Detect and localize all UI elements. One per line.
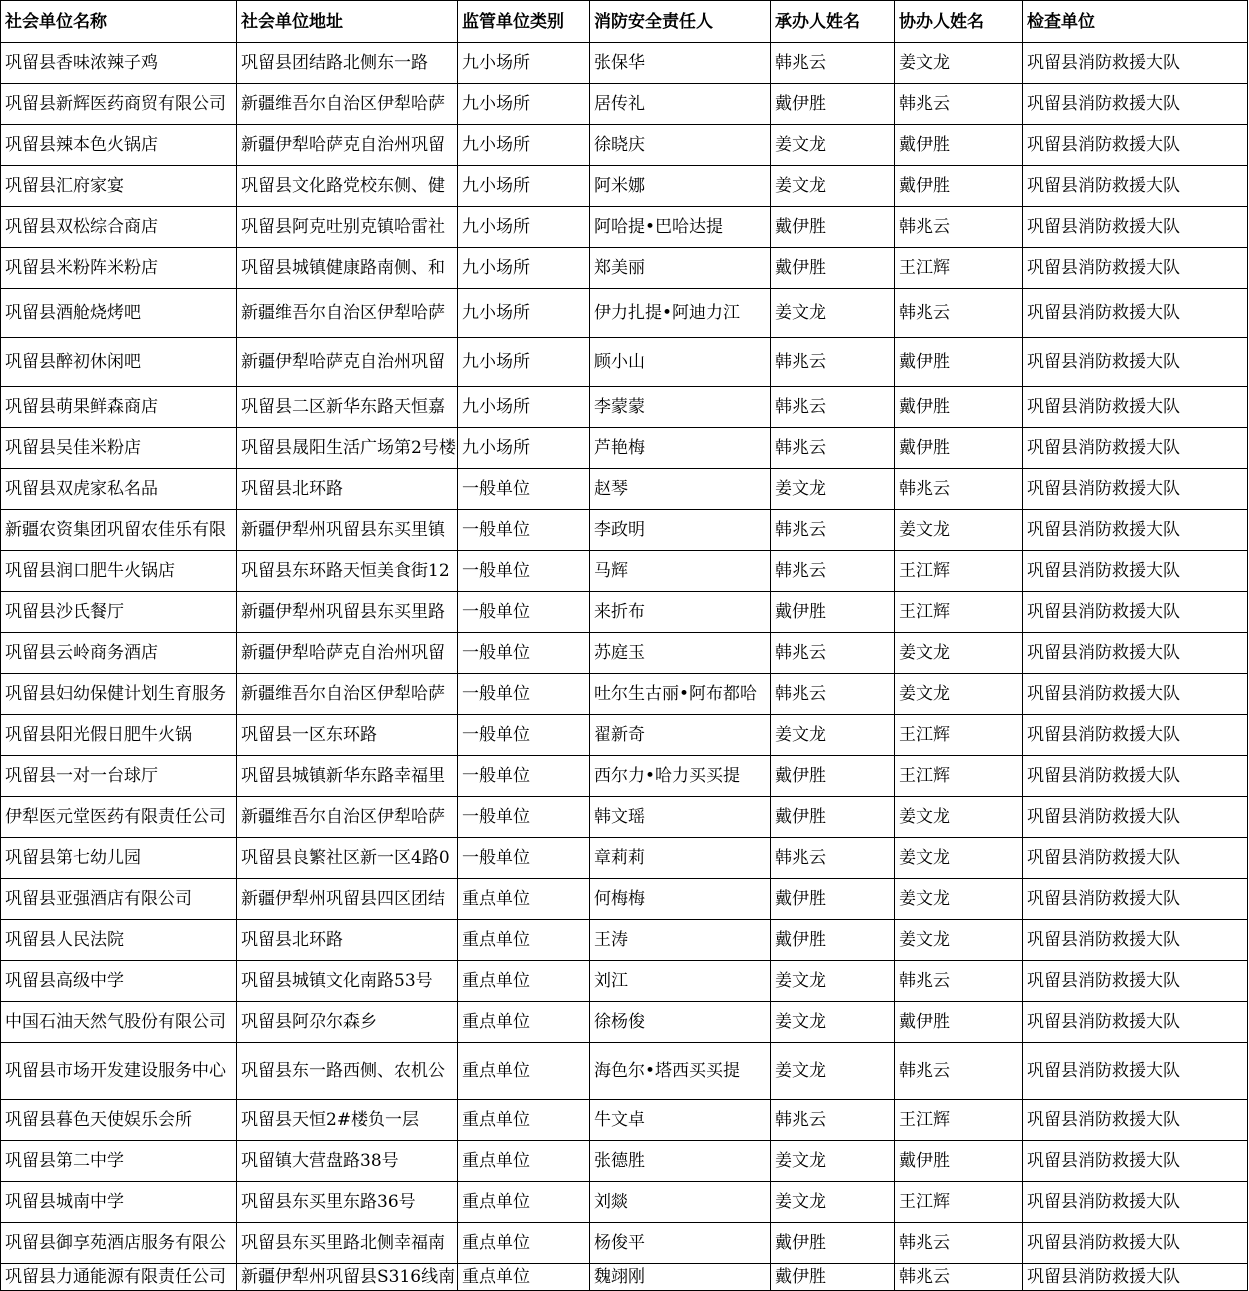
fire-officer-cell: 来折布	[590, 592, 771, 633]
header-inspection-unit: 检查单位	[1023, 1, 1248, 43]
unit-address-cell: 新疆伊犁哈萨克自治州巩留	[237, 338, 458, 387]
inspection-unit-cell: 巩留县消防救援大队	[1023, 428, 1248, 469]
handler-cell: 韩兆云	[771, 1100, 895, 1141]
handler-cell: 姜文龙	[771, 125, 895, 166]
inspection-unit-cell: 巩留县消防救援大队	[1023, 674, 1248, 715]
assistant-cell: 姜文龙	[895, 43, 1023, 84]
unit-address-cell: 巩留县东环路天恒美食街12	[237, 551, 458, 592]
table-row	[1, 248, 1248, 289]
handler-cell: 姜文龙	[771, 1141, 895, 1182]
unit-name-cell: 巩留县第七幼儿园	[1, 838, 237, 879]
fire-officer-cell: 王涛	[590, 920, 771, 961]
category-cell: 九小场所	[458, 248, 590, 289]
assistant-cell: 韩兆云	[895, 1264, 1023, 1291]
inspection-unit-cell: 巩留县消防救援大队	[1023, 1002, 1248, 1043]
fire-officer-cell: 刘江	[590, 961, 771, 1002]
fire-officer-cell: 海色尔•塔西买买提	[590, 1043, 771, 1100]
unit-name-cell: 巩留县力通能源有限责任公司	[1, 1264, 237, 1291]
unit-name-cell: 新疆农资集团巩留农佳乐有限	[1, 510, 237, 551]
fire-officer-cell: 张保华	[590, 43, 771, 84]
handler-cell: 姜文龙	[771, 1002, 895, 1043]
handler-cell: 姜文龙	[771, 289, 895, 338]
fire-officer-cell: 刘燚	[590, 1182, 771, 1223]
inspection-unit-cell: 巩留县消防救援大队	[1023, 592, 1248, 633]
assistant-cell: 姜文龙	[895, 510, 1023, 551]
header-handler-name: 承办人姓名	[771, 1, 895, 43]
fire-officer-cell: 居传礼	[590, 84, 771, 125]
handler-cell: 戴伊胜	[771, 1264, 895, 1291]
unit-name-cell: 巩留县人民法院	[1, 920, 237, 961]
inspection-unit-cell: 巩留县消防救援大队	[1023, 469, 1248, 510]
assistant-cell: 韩兆云	[895, 1223, 1023, 1264]
assistant-cell: 王江辉	[895, 715, 1023, 756]
category-cell: 重点单位	[458, 1223, 590, 1264]
assistant-cell: 王江辉	[895, 551, 1023, 592]
header-unit-address: 社会单位地址	[237, 1, 458, 43]
assistant-cell: 韩兆云	[895, 961, 1023, 1002]
handler-cell: 姜文龙	[771, 1043, 895, 1100]
category-cell: 重点单位	[458, 1141, 590, 1182]
table-row	[1, 797, 1248, 838]
handler-cell: 韩兆云	[771, 633, 895, 674]
handler-cell: 韩兆云	[771, 551, 895, 592]
table-row	[1, 84, 1248, 125]
fire-officer-cell: 翟新奇	[590, 715, 771, 756]
handler-cell: 姜文龙	[771, 961, 895, 1002]
inspection-unit-cell: 巩留县消防救援大队	[1023, 838, 1248, 879]
unit-name-cell: 巩留县亚强酒店有限公司	[1, 879, 237, 920]
assistant-cell: 戴伊胜	[895, 125, 1023, 166]
assistant-cell: 韩兆云	[895, 84, 1023, 125]
fire-officer-cell: 李蒙蒙	[590, 387, 771, 428]
category-cell: 九小场所	[458, 338, 590, 387]
fire-officer-cell: 韩文瑶	[590, 797, 771, 838]
assistant-cell: 戴伊胜	[895, 428, 1023, 469]
handler-cell: 韩兆云	[771, 387, 895, 428]
table-row	[1, 1223, 1248, 1264]
unit-name-cell: 巩留县双虎家私名品	[1, 469, 237, 510]
assistant-cell: 戴伊胜	[895, 166, 1023, 207]
assistant-cell: 王江辉	[895, 1182, 1023, 1223]
table-row	[1, 428, 1248, 469]
table-row	[1, 469, 1248, 510]
handler-cell: 姜文龙	[771, 166, 895, 207]
unit-address-cell: 新疆伊犁州巩留县东买里镇	[237, 510, 458, 551]
fire-officer-cell: 芦艳梅	[590, 428, 771, 469]
header-supervision-category: 监管单位类别	[458, 1, 590, 43]
assistant-cell: 韩兆云	[895, 1043, 1023, 1100]
table-row	[1, 551, 1248, 592]
inspection-unit-cell: 巩留县消防救援大队	[1023, 551, 1248, 592]
category-cell: 一般单位	[458, 551, 590, 592]
category-cell: 重点单位	[458, 961, 590, 1002]
unit-name-cell: 巩留县香味浓辣子鸡	[1, 43, 237, 84]
assistant-cell: 韩兆云	[895, 289, 1023, 338]
fire-officer-cell: 何梅梅	[590, 879, 771, 920]
inspection-unit-cell: 巩留县消防救援大队	[1023, 1141, 1248, 1182]
category-cell: 一般单位	[458, 510, 590, 551]
table-row	[1, 1043, 1248, 1100]
handler-cell: 戴伊胜	[771, 248, 895, 289]
handler-cell: 戴伊胜	[771, 797, 895, 838]
unit-name-cell: 巩留县沙氏餐厅	[1, 592, 237, 633]
fire-officer-cell: 阿哈提•巴哈达提	[590, 207, 771, 248]
unit-name-cell: 巩留县第二中学	[1, 1141, 237, 1182]
category-cell: 九小场所	[458, 289, 590, 338]
assistant-cell: 王江辉	[895, 1100, 1023, 1141]
category-cell: 重点单位	[458, 879, 590, 920]
table-row	[1, 1100, 1248, 1141]
category-cell: 重点单位	[458, 920, 590, 961]
inspection-unit-cell: 巩留县消防救援大队	[1023, 1182, 1248, 1223]
unit-name-cell: 巩留县一对一台球厅	[1, 756, 237, 797]
handler-cell: 姜文龙	[771, 1182, 895, 1223]
unit-address-cell: 新疆维吾尔自治区伊犁哈萨	[237, 84, 458, 125]
unit-name-cell: 巩留县城南中学	[1, 1182, 237, 1223]
handler-cell: 戴伊胜	[771, 84, 895, 125]
handler-cell: 韩兆云	[771, 43, 895, 84]
unit-name-cell: 巩留县醉初休闲吧	[1, 338, 237, 387]
unit-name-cell: 巩留县米粉阵米粉店	[1, 248, 237, 289]
assistant-cell: 姜文龙	[895, 797, 1023, 838]
category-cell: 九小场所	[458, 166, 590, 207]
inspection-unit-cell: 巩留县消防救援大队	[1023, 510, 1248, 551]
inspection-unit-cell: 巩留县消防救援大队	[1023, 756, 1248, 797]
inspection-unit-cell: 巩留县消防救援大队	[1023, 879, 1248, 920]
unit-name-cell: 巩留县吴佳米粉店	[1, 428, 237, 469]
table-row	[1, 338, 1248, 387]
category-cell: 重点单位	[458, 1264, 590, 1291]
inspection-unit-cell: 巩留县消防救援大队	[1023, 289, 1248, 338]
header-fire-safety-officer: 消防安全责任人	[590, 1, 771, 43]
inspection-unit-cell: 巩留县消防救援大队	[1023, 43, 1248, 84]
fire-officer-cell: 顾小山	[590, 338, 771, 387]
fire-officer-cell: 徐晓庆	[590, 125, 771, 166]
assistant-cell: 姜文龙	[895, 838, 1023, 879]
assistant-cell: 戴伊胜	[895, 1002, 1023, 1043]
category-cell: 一般单位	[458, 674, 590, 715]
category-cell: 九小场所	[458, 43, 590, 84]
category-cell: 重点单位	[458, 1043, 590, 1100]
table-row	[1, 838, 1248, 879]
inspection-unit-cell: 巩留县消防救援大队	[1023, 248, 1248, 289]
assistant-cell: 姜文龙	[895, 920, 1023, 961]
inspection-unit-cell: 巩留县消防救援大队	[1023, 338, 1248, 387]
inspection-unit-cell: 巩留县消防救援大队	[1023, 797, 1248, 838]
category-cell: 一般单位	[458, 797, 590, 838]
table-row	[1, 289, 1248, 338]
unit-address-cell: 巩留县阿尕尔森乡	[237, 1002, 458, 1043]
table-row	[1, 43, 1248, 84]
table-row	[1, 125, 1248, 166]
category-cell: 重点单位	[458, 1002, 590, 1043]
fire-officer-cell: 马辉	[590, 551, 771, 592]
unit-address-cell: 巩留县良繁社区新一区4路0	[237, 838, 458, 879]
fire-officer-cell: 章莉莉	[590, 838, 771, 879]
table-row	[1, 1141, 1248, 1182]
table-row	[1, 166, 1248, 207]
unit-address-cell: 巩留县团结路北侧东一路	[237, 43, 458, 84]
unit-address-cell: 巩留县阿克吐别克镇哈雷社	[237, 207, 458, 248]
unit-address-cell: 巩留县城镇文化南路53号	[237, 961, 458, 1002]
unit-name-cell: 巩留县润口肥牛火锅店	[1, 551, 237, 592]
inspection-unit-cell: 巩留县消防救援大队	[1023, 387, 1248, 428]
inspection-unit-cell: 巩留县消防救援大队	[1023, 1043, 1248, 1100]
fire-officer-cell: 阿米娜	[590, 166, 771, 207]
unit-address-cell: 巩留县城镇健康路南侧、和	[237, 248, 458, 289]
handler-cell: 姜文龙	[771, 715, 895, 756]
category-cell: 九小场所	[458, 125, 590, 166]
unit-address-cell: 新疆维吾尔自治区伊犁哈萨	[237, 674, 458, 715]
category-cell: 重点单位	[458, 1182, 590, 1223]
unit-name-cell: 巩留县双松综合商店	[1, 207, 237, 248]
unit-address-cell: 巩留县北环路	[237, 469, 458, 510]
category-cell: 一般单位	[458, 469, 590, 510]
table-row	[1, 879, 1248, 920]
unit-address-cell: 新疆伊犁州巩留县S316线南	[237, 1264, 458, 1291]
unit-name-cell: 巩留县辣本色火锅店	[1, 125, 237, 166]
assistant-cell: 戴伊胜	[895, 338, 1023, 387]
fire-officer-cell: 苏庭玉	[590, 633, 771, 674]
assistant-cell: 姜文龙	[895, 633, 1023, 674]
handler-cell: 姜文龙	[771, 469, 895, 510]
unit-name-cell: 巩留县妇幼保健计划生育服务	[1, 674, 237, 715]
handler-cell: 戴伊胜	[771, 207, 895, 248]
unit-address-cell: 巩留县一区东环路	[237, 715, 458, 756]
assistant-cell: 戴伊胜	[895, 1141, 1023, 1182]
fire-officer-cell: 徐杨俊	[590, 1002, 771, 1043]
category-cell: 一般单位	[458, 633, 590, 674]
inspection-unit-cell: 巩留县消防救援大队	[1023, 125, 1248, 166]
category-cell: 一般单位	[458, 838, 590, 879]
inspection-unit-cell: 巩留县消防救援大队	[1023, 1264, 1248, 1291]
category-cell: 一般单位	[458, 756, 590, 797]
assistant-cell: 韩兆云	[895, 469, 1023, 510]
category-cell: 九小场所	[458, 428, 590, 469]
unit-address-cell: 巩留县东一路西侧、农机公	[237, 1043, 458, 1100]
unit-address-cell: 巩留县北环路	[237, 920, 458, 961]
table-row	[1, 633, 1248, 674]
unit-name-cell: 巩留县酒舱烧烤吧	[1, 289, 237, 338]
handler-cell: 韩兆云	[771, 674, 895, 715]
inspection-unit-cell: 巩留县消防救援大队	[1023, 207, 1248, 248]
inspection-unit-cell: 巩留县消防救援大队	[1023, 166, 1248, 207]
header-unit-name: 社会单位名称	[1, 1, 237, 43]
fire-officer-cell: 西尔力•哈力买买提	[590, 756, 771, 797]
unit-address-cell: 巩留县东买里东路36号	[237, 1182, 458, 1223]
unit-address-cell: 巩留县文化路党校东侧、健	[237, 166, 458, 207]
handler-cell: 韩兆云	[771, 428, 895, 469]
unit-name-cell: 巩留县萌果鲜森商店	[1, 387, 237, 428]
fire-officer-cell: 吐尔生古丽•阿布都哈	[590, 674, 771, 715]
assistant-cell: 姜文龙	[895, 674, 1023, 715]
assistant-cell: 戴伊胜	[895, 387, 1023, 428]
handler-cell: 戴伊胜	[771, 920, 895, 961]
inspection-unit-cell: 巩留县消防救援大队	[1023, 633, 1248, 674]
category-cell: 一般单位	[458, 715, 590, 756]
inspection-unit-cell: 巩留县消防救援大队	[1023, 1100, 1248, 1141]
assistant-cell: 韩兆云	[895, 207, 1023, 248]
unit-name-cell: 巩留县御享苑酒店服务有限公	[1, 1223, 237, 1264]
category-cell: 一般单位	[458, 592, 590, 633]
category-cell: 九小场所	[458, 387, 590, 428]
header-assistant-name: 协办人姓名	[895, 1, 1023, 43]
inspection-unit-cell: 巩留县消防救援大队	[1023, 715, 1248, 756]
table-row	[1, 674, 1248, 715]
table-row	[1, 1264, 1248, 1291]
unit-name-cell: 中国石油天然气股份有限公司	[1, 1002, 237, 1043]
table-row	[1, 961, 1248, 1002]
fire-officer-cell: 伊力扎提•阿迪力江	[590, 289, 771, 338]
table-row	[1, 207, 1248, 248]
unit-address-cell: 巩留县天恒2#楼负一层	[237, 1100, 458, 1141]
unit-name-cell: 伊犁医元堂医药有限责任公司	[1, 797, 237, 838]
table-row	[1, 510, 1248, 551]
fire-officer-cell: 魏翊刚	[590, 1264, 771, 1291]
table-row	[1, 756, 1248, 797]
category-cell: 九小场所	[458, 84, 590, 125]
unit-address-cell: 新疆伊犁州巩留县四区团结	[237, 879, 458, 920]
handler-cell: 戴伊胜	[771, 1223, 895, 1264]
table-row	[1, 592, 1248, 633]
inspection-unit-cell: 巩留县消防救援大队	[1023, 84, 1248, 125]
table-row	[1, 1182, 1248, 1223]
inspection-unit-cell: 巩留县消防救援大队	[1023, 920, 1248, 961]
assistant-cell: 王江辉	[895, 756, 1023, 797]
unit-name-cell: 巩留县阳光假日肥牛火锅	[1, 715, 237, 756]
header-row	[1, 1, 1248, 43]
unit-name-cell: 巩留县汇府家宴	[1, 166, 237, 207]
table-row	[1, 920, 1248, 961]
fire-officer-cell: 牛文卓	[590, 1100, 771, 1141]
assistant-cell: 姜文龙	[895, 879, 1023, 920]
unit-address-cell: 新疆伊犁州巩留县东买里路	[237, 592, 458, 633]
unit-address-cell: 新疆伊犁哈萨克自治州巩留	[237, 633, 458, 674]
inspection-unit-cell: 巩留县消防救援大队	[1023, 961, 1248, 1002]
inspection-unit-cell: 巩留县消防救援大队	[1023, 1223, 1248, 1264]
fire-officer-cell: 赵琴	[590, 469, 771, 510]
handler-cell: 戴伊胜	[771, 879, 895, 920]
fire-officer-cell: 杨俊平	[590, 1223, 771, 1264]
handler-cell: 戴伊胜	[771, 756, 895, 797]
assistant-cell: 王江辉	[895, 248, 1023, 289]
table-row	[1, 1002, 1248, 1043]
handler-cell: 戴伊胜	[771, 592, 895, 633]
unit-address-cell: 巩留县二区新华东路天恒嘉	[237, 387, 458, 428]
handler-cell: 韩兆云	[771, 838, 895, 879]
fire-officer-cell: 张德胜	[590, 1141, 771, 1182]
fire-officer-cell: 郑美丽	[590, 248, 771, 289]
unit-name-cell: 巩留县市场开发建设服务中心	[1, 1043, 237, 1100]
unit-address-cell: 新疆维吾尔自治区伊犁哈萨	[237, 289, 458, 338]
category-cell: 九小场所	[458, 207, 590, 248]
unit-name-cell: 巩留县高级中学	[1, 961, 237, 1002]
table-row	[1, 387, 1248, 428]
unit-name-cell: 巩留县暮色天使娱乐会所	[1, 1100, 237, 1141]
unit-name-cell: 巩留县云岭商务酒店	[1, 633, 237, 674]
unit-address-cell: 巩留县城镇新华东路幸福里	[237, 756, 458, 797]
category-cell: 重点单位	[458, 1100, 590, 1141]
unit-address-cell: 巩留县晟阳生活广场第2号楼	[237, 428, 458, 469]
unit-name-cell: 巩留县新辉医药商贸有限公司	[1, 84, 237, 125]
unit-address-cell: 巩留镇大营盘路38号	[237, 1141, 458, 1182]
assistant-cell: 王江辉	[895, 592, 1023, 633]
handler-cell: 韩兆云	[771, 510, 895, 551]
handler-cell: 韩兆云	[771, 338, 895, 387]
unit-address-cell: 巩留县东买里路北侧幸福南	[237, 1223, 458, 1264]
table-row	[1, 715, 1248, 756]
unit-address-cell: 新疆伊犁哈萨克自治州巩留	[237, 125, 458, 166]
fire-officer-cell: 李政明	[590, 510, 771, 551]
unit-address-cell: 新疆维吾尔自治区伊犁哈萨	[237, 797, 458, 838]
